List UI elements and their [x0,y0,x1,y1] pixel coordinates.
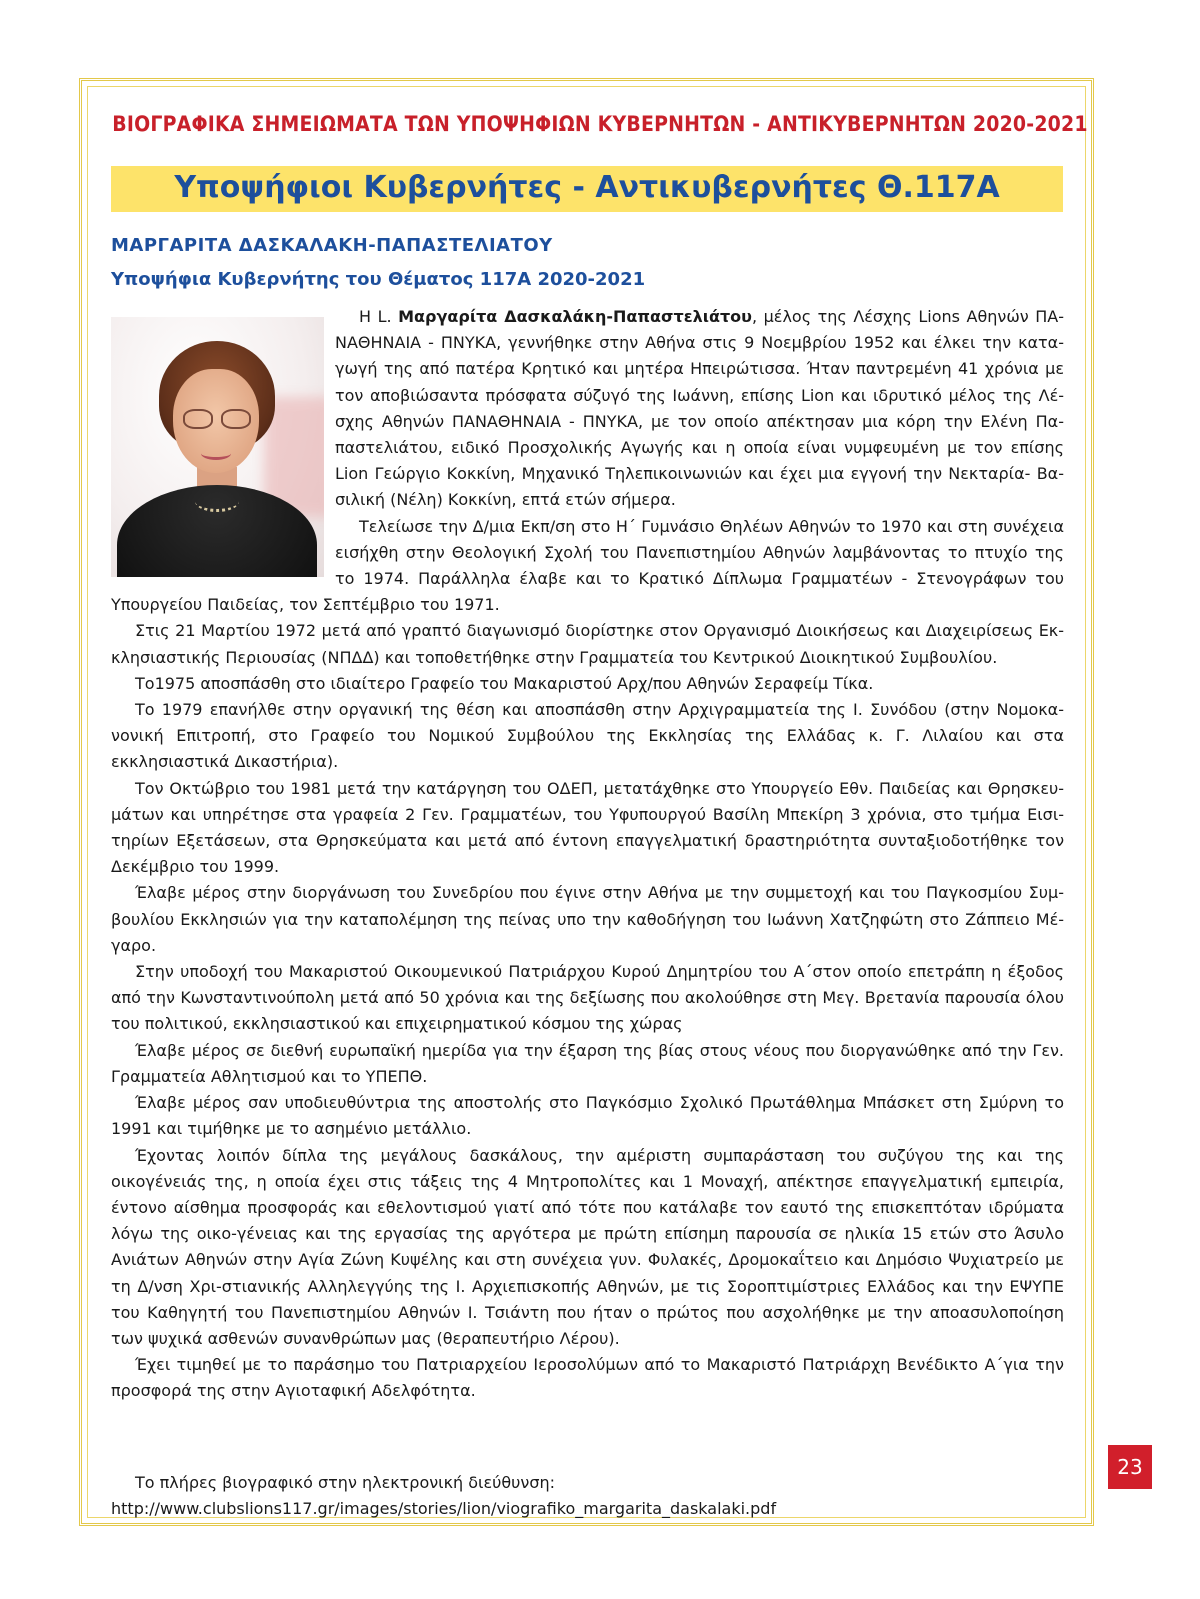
bio-paragraph: Στις 21 Μαρτίου 1972 μετά από γραπτό διαγωνισμό διορίστηκε στον Οργανισμό Διοικήσεως και Διαχειρίσεως Εκ-κλησιαστικής Περιουσίας (ΝΠΔΔ) και τοποθετήθηκε στην Γραμματεία του Κεντρικού Διοικητικού Συμβουλίου. [111,621,1064,667]
bio-paragraph: Το 1979 επανήλθε στην οργανική της θέση και αποσπάσθη στην Αρχιγραμματεία της Ι. Συνόδου (στην Νομοκα-νονική Επιτροπή, στο Γραφείο του Νομικού Συμβούλου της Εκκλησίας της Ελλάδας κ. Γ. Λιλαίου και στα εκκλησιαστικά Δικαστήρια). [111,700,1064,772]
biography-text [111,304,1064,1405]
bio-paragraph: Η L. Μαργαρίτα Δασκαλάκη-Παπαστελιάτου, μέλος της Λέσχης Lions Αθηνών ΠΑ-ΝΑΘΗΝΑΙΑ - ΠΝΥΚΑ, γεννήθηκε στην Αθήνα στις 9 Νοεμβρίου 1952 και έλκει την κατα-γωγή της από πατέρα Κρητικό και μητέρα Ηπειρώτισσα. Ήταν παντρεμένη 41 χρόνια με τον αποβιώσαντα πρόσφατα σύζυγό της Ιωάννη, επίσης Lion και ιδρυτικό μέλος της Λέ-σχης Αθηνών ΠΑΝΑΘΗΝΑΙΑ - ΠΝΥΚΑ, με τον οποίο απέκτησαν μια κόρη την Ελένη Πα-παστελιάτου, ειδικό Προσχολικής Αγωγής και η οποία είναι νυμφευμένη με τον επίσης Lion Γεώργιο Κοκκίνη, Μηχανικό Τηλεπικοινωνιών και έχει μια εγγονή την Νεκταρία- Βα-σιλική (Νέλη) Κοκκίνη, επτά ετών σήμερα. [335,307,1064,510]
candidate-name: ΜΑΡΓΑΡΙΤΑ ΔΑΣΚΑΛΑΚΗ-ΠΑΠΑΣΤΕΛΙΑΤΟΥ [111,235,553,256]
page-number: 23 [1108,1445,1152,1489]
bio-paragraph: Το1975 αποσπάσθη στο ιδιαίτερο Γραφείο του Μακαριστού Αρχ/που Αθηνών Σεραφείμ Τίκα. [135,673,874,693]
bio-paragraph: Έλαβε μέρος σαν υποδιευθύντρια της αποστολής στο Παγκόσμιο Σχολικό Πρωτάθλημα Μπάσκετ στη Σμύρνη το 1991 και τιμήθηκε με το ασημένιο μετάλλιο. [111,1093,1064,1139]
bio-paragraph: Τελείωσε την Δ/μια Εκπ/ση στο Η΄ Γυμνάσιο Θηλέων Αθηνών το 1970 και στη συνέχεια εισήχθη στην Θεολογική Σχολή του Πανεπιστημίου Αθηνών λαμβάνοντας το πτυχίο της το 1974. Παράλληλα έλαβε και το Κρατικό Δίπλωμα Γραμματέων - Στενογράφων του Υπουργείου Παιδείας, τον Σεπτέμβριο του 1971. [111,516,1064,615]
full-cv-label: Το πλήρες βιογραφικό στην ηλεκτρονική διεύθυνση: [135,1473,556,1492]
bio-paragraph: Έχει τιμηθεί με το παράσημο του Πατριαρχείου Ιεροσολύμων από το Μακαριστό Πατριάρχη Βενέδικτο Α΄για την προσφορά της στην Αγιοταφική Αδελφότητα. [111,1355,1064,1401]
candidate-role: Υποψήφια Κυβερνήτης του Θέματος 117Α 2020-2021 [111,269,646,290]
bio-name-bold: Μαργαρίτα Δασκαλάκη-Παπαστελιάτου [398,307,752,326]
bio-paragraph: Έχοντας λοιπόν δίπλα της μεγάλους δασκάλους, την αμέριστη συμπαράσταση του συζύγου της και της οικογένειάς της, η οποία έχει στις τάξεις της 4 Μητροπολίτες και 1 Μοναχή, απέκτησε επαγγελματική εμπειρία, έντονο αίσθημα προσφοράς και εθελοντισμού γιατί από τότε που κατάλαβε τον εαυτό της επισκεπτόταν ιδρύματα λόγω της οικο-γένειας και της εργασίας της αργότερα με πρώτη επίσημη παρουσία σε ηλικία 15 ετών στο Άσυλο Ανιάτων Αθηνών στην Αγία Ζώνη Κυψέλης και στη συνέχεια γυν. Φυλακές, Δρομοκαΐτειο και Δημόσιο Ψυχιατρείο με τη Δ/νση Χρι-στιανικής Αλληλεγγύης της Ι. Αρχιεπισκοπής Αθηνών, με τις Σοροπτιμίστριες Ελλάδος και την ΕΨΥΠΕ του Καθηγητή του Πανεπιστημίου Αθηνών Ι. Τσιάντη που ήταν ο πρώτος που ασχολήθηκε με την αποασυλοποίηση των ψυχικά ασθενών συνανθρώπων μας (θεραπευτήριο Λέρου). [111,1145,1064,1348]
title-banner [111,166,1063,212]
full-cv-note [111,1470,1071,1522]
section-header: ΒΙΟΓΡΑΦΙΚΑ ΣΗΜΕΙΩΜΑΤΑ ΤΩΝ ΥΠΟΨΗΦΙΩΝ ΚΥΒΕΡΝΗΤΩΝ - ΑΝΤΙΚΥΒΕΡΝΗΤΩΝ 2020-2021 [112,112,1088,136]
banner-title: Υποψήφιοι Κυβερνήτες - Αντικυβερνήτες Θ.117Α [174,170,1000,205]
full-cv-link[interactable]: http://www.clubslions117.gr/images/stories/lion/viografiko_margarita_daskalaki.pdf [111,1499,777,1518]
bio-paragraph: Έλαβε μέρος στην διοργάνωση του Συνεδρίου που έγινε στην Αθήνα με την συμμετοχή και του Παγκοσμίου Συμ-βουλίου Εκκλησιών για την καταπολέμηση της πείνας υπο την καθοδήγηση του Ιωάννη Χατζηφώτη στο Ζάππειο Μέ-γαρο. [111,883,1064,955]
bio-paragraph: Τον Οκτώβριο του 1981 μετά την κατάργηση του ΟΔΕΠ, μετατάχθηκε στο Υπουργείο Εθν. Παιδείας και Θρησκευ-μάτων και υπηρέτησε στα γραφεία 2 Γεν. Γραμματέων, του Υφυπουργού Βασίλη Μπεκίρη 3 χρόνια, στο τμήμα Εισι-τηρίων Εξετάσεων, στα Θρησκεύματα και μετά από έντονη επαγγελματική δραστηριότητα συνταξιοδοτήθηκε τον Δεκέμβριο του 1999. [111,778,1064,877]
bio-paragraph: Έλαβε μέρος σε διεθνή ευρωπαϊκή ημερίδα για την έξαρση της βίας στους νέους που διοργανώθηκε από την Γεν. Γραμματεία Αθλητισμού και το ΥΠΕΠΘ. [111,1040,1064,1086]
bio-paragraph: Στην υποδοχή του Μακαριστού Οικουμενικού Πατριάρχου Κυρού Δημητρίου του Α΄στον οποίο επετράπη η έξοδος από την Κωνσταντινούπολη μετά από 50 χρόνια και της δεξίωσης που ακολούθησε στη Μεγ. Βρετανία παρουσία όλου του πολιτικού, εκκλησιαστικού και επιχειρηματικού κόσμου της χώρας [111,962,1064,1034]
